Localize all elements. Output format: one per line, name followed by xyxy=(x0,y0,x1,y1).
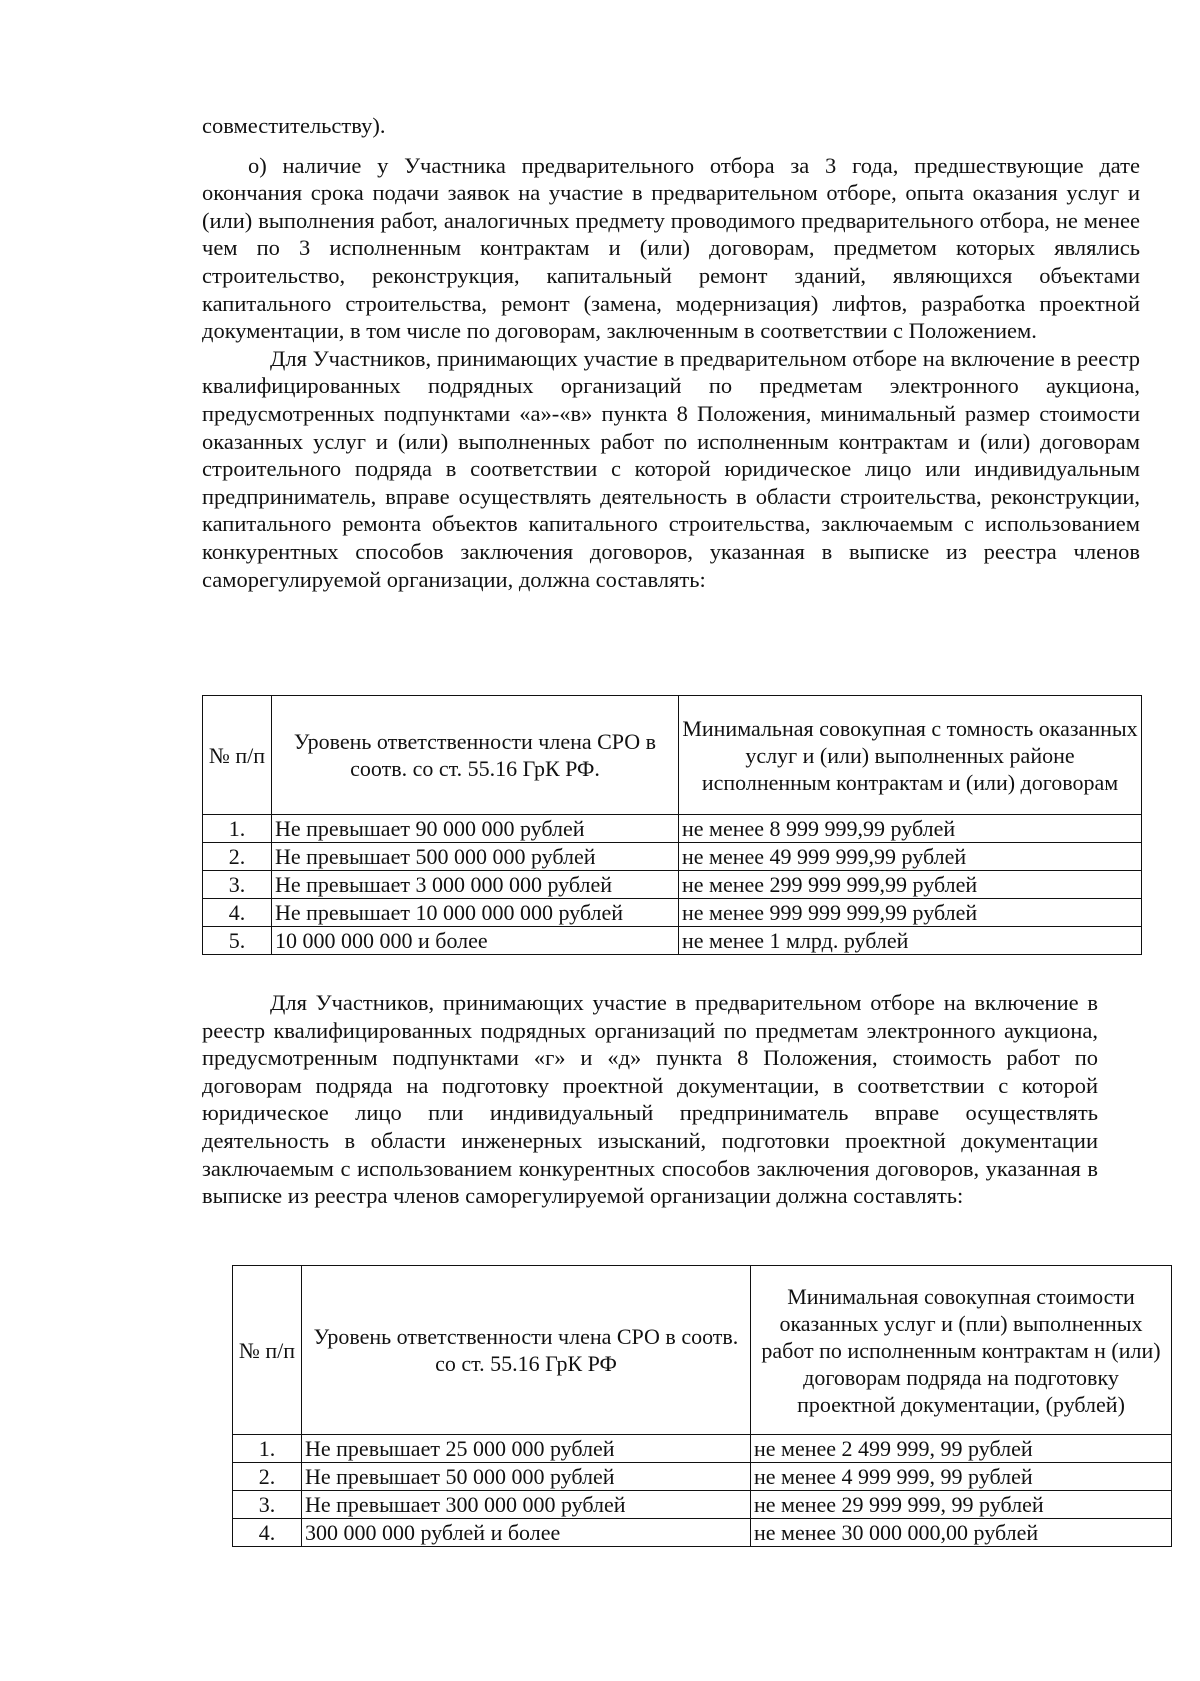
row-min-cost: не менее 299 999 999,99 рублей xyxy=(679,871,1142,899)
row-min-cost: не менее 29 999 999, 99 рублей xyxy=(751,1491,1172,1519)
row-liability-level: Не превышает 25 000 000 рублей xyxy=(302,1435,751,1463)
row-liability-level: 10 000 000 000 и более xyxy=(272,927,679,955)
header-number: № п/п xyxy=(233,1266,302,1435)
table-header-row xyxy=(233,1266,1172,1435)
paragraph-continuation: совместительству). xyxy=(202,113,386,138)
paragraph-requirements-a-v: Для Участников, принимающих участие в предварительном отборе на включение в реестр квалифицированных подрядных организаций по предметам электронного аукциона, предусмотренных подпунктами «а»-«в» пункта 8 Положения, минимальный размер стоимости оказанных услуг и (или) выполненных работ по исполненным контрактам и (или) договорам строительного подряда в соответствии с которой юридическое лицо или индивидуальным предприниматель, вправе осуществлять деятельность в области строительства, реконструкции, капитального ремонта объектов капитального строительства, заключаемым с использованием конкурентных способов заключения договоров, указанная в выписке из реестра членов саморегулируемой организации, должна составлять: xyxy=(202,345,1140,592)
row-number: 2. xyxy=(203,843,272,871)
table-row xyxy=(203,927,1142,955)
header-number: № п/п xyxy=(203,696,272,815)
table-row xyxy=(203,815,1142,843)
table-row xyxy=(203,899,1142,927)
header-liability-level: Уровень ответственности члена СРО в соотв. со ст. 55.16 ГрК РФ. xyxy=(272,696,679,815)
row-min-cost: не менее 8 999 999,99 рублей xyxy=(679,815,1142,843)
table-row xyxy=(233,1491,1172,1519)
row-number: 5. xyxy=(203,927,272,955)
table-row xyxy=(233,1463,1172,1491)
row-min-cost: не менее 30 000 000,00 рублей xyxy=(751,1519,1172,1547)
row-number: 3. xyxy=(233,1491,302,1519)
table-row xyxy=(203,871,1142,899)
row-number: 4. xyxy=(203,899,272,927)
row-number: 2. xyxy=(233,1463,302,1491)
row-number: 4. xyxy=(233,1519,302,1547)
row-min-cost: не менее 4 999 999, 99 рублей xyxy=(751,1463,1172,1491)
header-liability-level: Уровень ответственности члена СРО в соотв. со ст. 55.16 ГрК РФ xyxy=(302,1266,751,1435)
sro-liability-table-construction xyxy=(202,695,1142,955)
row-number: 1. xyxy=(203,815,272,843)
table-row xyxy=(233,1519,1172,1547)
document-body xyxy=(202,112,1140,593)
row-liability-level: 300 000 000 рублей и более xyxy=(302,1519,751,1547)
paragraph-requirements-g-d: Для Участников, принимающих участие в предварительном отборе на включение в реестр квалифицированных подрядных организаций по предметам электронного аукциона, предусмотренным подпунктами «г» и «д» пункта 8 Положения, стоимость работ по договорам подряда на подготовку проектной документации, в соответствии с которой юридическое лицо пли индивидуальный предприниматель вправе осуществлять деятельность в области инженерных изысканий, подготовки проектной документации заключаемым с использованием конкурентных способов заключения договоров, указанная в выписке из реестра членов саморегулируемой организации должна составлять: xyxy=(202,990,1098,1209)
row-number: 3. xyxy=(203,871,272,899)
row-liability-level: Не превышает 10 000 000 000 рублей xyxy=(272,899,679,927)
row-min-cost: не менее 1 млрд. рублей xyxy=(679,927,1142,955)
header-min-cost: Минимальная совокупная с томность оказанных услуг и (или) выполненных районе исполненным контрактам и (или) договорам xyxy=(679,696,1142,815)
row-liability-level: Не превышает 50 000 000 рублей xyxy=(302,1463,751,1491)
row-liability-level: Не превышает 90 000 000 рублей xyxy=(272,815,679,843)
document-body-lower xyxy=(202,989,1098,1210)
table-row xyxy=(203,843,1142,871)
sro-liability-table-design xyxy=(232,1265,1172,1547)
header-min-cost: Минимальная совокупная стоимости оказанных услуг и (пли) выполненных работ по исполненным контрактам н (или) договорам подряда на подготовку проектной документации, (рублей) xyxy=(751,1266,1172,1435)
row-liability-level: Не превышает 3 000 000 000 рублей xyxy=(272,871,679,899)
row-number: 1. xyxy=(233,1435,302,1463)
row-min-cost: не менее 2 499 999, 99 рублей xyxy=(751,1435,1172,1463)
paragraph-item-o: о) наличие у Участника предварительного отбора за 3 года, предшествующие дате окончания срока подачи заявок на участие в предварительном отборе, опыта оказания услуг и (или) выполнения работ, аналогичных предмету проводимого предварительного отбора, не менее чем по 3 исполненным контрактам и (или) договорам, предметом которых являлись строительство, реконструкция, капитальный ремонт зданий, являющихся объектами капитального строительства, ремонт (замена, модернизация) лифтов, разработка проектной документации, в том числе по договорам, заключенным в соответствии с Положением. xyxy=(202,152,1140,344)
table-header-row xyxy=(203,696,1142,815)
row-liability-level: Не превышает 300 000 000 рублей xyxy=(302,1491,751,1519)
table-row xyxy=(233,1435,1172,1463)
row-min-cost: не менее 49 999 999,99 рублей xyxy=(679,843,1142,871)
row-liability-level: Не превышает 500 000 000 рублей xyxy=(272,843,679,871)
row-min-cost: не менее 999 999 999,99 рублей xyxy=(679,899,1142,927)
